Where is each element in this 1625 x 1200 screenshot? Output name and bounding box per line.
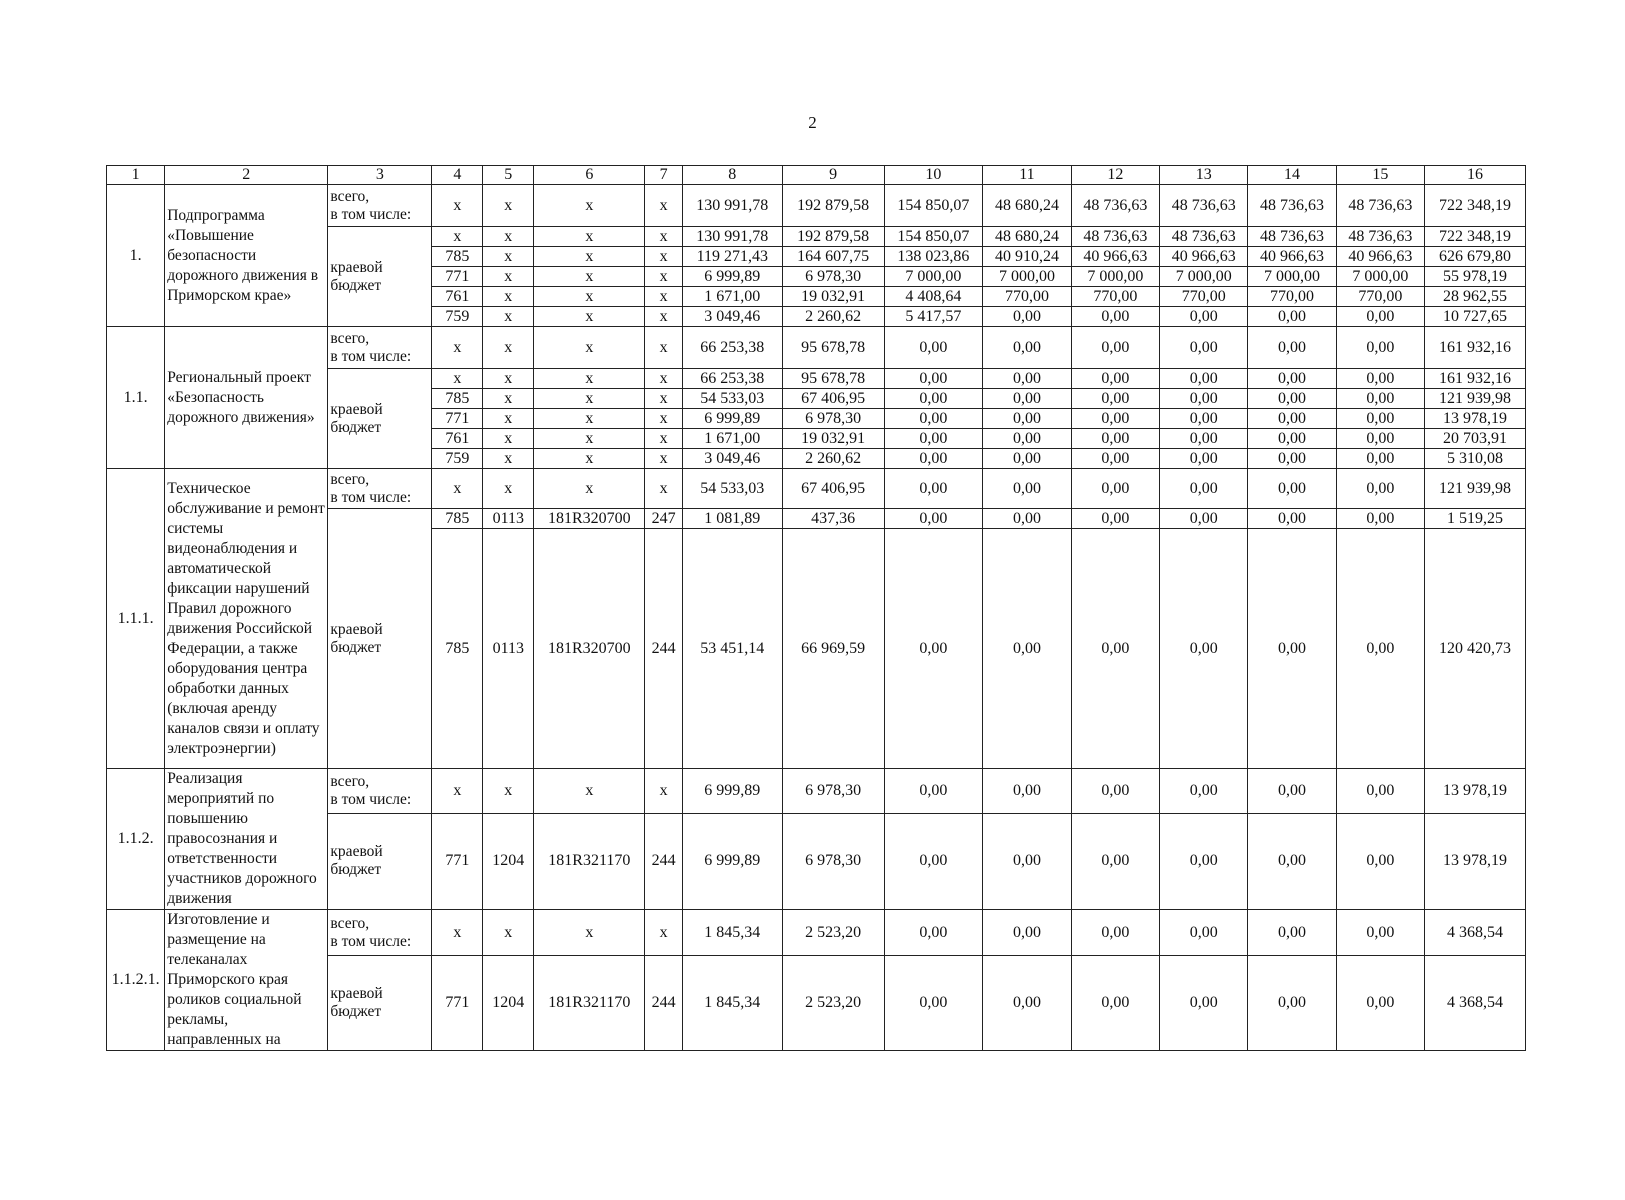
value-cell: 0,00 <box>884 369 983 389</box>
value-cell: x <box>645 327 682 369</box>
value-cell: 244 <box>645 529 682 769</box>
value-cell: 0,00 <box>983 449 1071 469</box>
value-cell: x <box>483 910 534 956</box>
value-cell: x <box>645 307 682 327</box>
header-cell: 9 <box>782 166 884 185</box>
value-cell: 54 533,03 <box>682 469 782 509</box>
value-cell: x <box>534 769 645 814</box>
value-cell: 130 991,78 <box>682 227 782 247</box>
value-cell: 0,00 <box>1248 449 1336 469</box>
value-cell: 0,00 <box>1160 409 1248 429</box>
value-cell: x <box>534 247 645 267</box>
header-cell: 12 <box>1071 166 1159 185</box>
value-cell: 1204 <box>483 813 534 909</box>
value-cell: 48 736,63 <box>1336 185 1424 227</box>
value-cell: x <box>534 409 645 429</box>
value-cell: x <box>432 227 483 247</box>
value-cell: 154 850,07 <box>884 185 983 227</box>
value-cell: 2 523,20 <box>782 956 884 1051</box>
budget-table <box>106 165 1526 1051</box>
value-cell: 20 703,91 <box>1425 429 1526 449</box>
value-cell: 7 000,00 <box>1160 267 1248 287</box>
value-cell: 130 991,78 <box>682 185 782 227</box>
value-cell: 0,00 <box>1071 813 1159 909</box>
value-cell: x <box>483 327 534 369</box>
value-cell: x <box>645 449 682 469</box>
value-cell: 40 966,63 <box>1336 247 1424 267</box>
value-cell: x <box>483 247 534 267</box>
source-budget-label: краевой бюджет <box>328 813 432 909</box>
value-cell: 0,00 <box>1071 956 1159 1051</box>
value-cell: 3 049,46 <box>682 449 782 469</box>
value-cell: 1 519,25 <box>1425 509 1526 529</box>
value-cell: 0,00 <box>884 956 983 1051</box>
value-cell: 0,00 <box>1248 509 1336 529</box>
header-cell: 13 <box>1160 166 1248 185</box>
table-row <box>107 469 1526 509</box>
value-cell: 54 533,03 <box>682 389 782 409</box>
header-cell: 7 <box>645 166 682 185</box>
value-cell: x <box>645 910 682 956</box>
value-cell: x <box>534 449 645 469</box>
value-cell: 67 406,95 <box>782 389 884 409</box>
value-cell: x <box>534 469 645 509</box>
value-cell: 0,00 <box>1248 389 1336 409</box>
value-cell: 6 999,89 <box>682 409 782 429</box>
value-cell: 0,00 <box>1071 529 1159 769</box>
value-cell: x <box>432 469 483 509</box>
value-cell: 7 000,00 <box>983 267 1071 287</box>
value-cell: 6 999,89 <box>682 267 782 287</box>
value-cell: 0,00 <box>1160 529 1248 769</box>
value-cell: 0,00 <box>884 327 983 369</box>
value-cell: 7 000,00 <box>884 267 983 287</box>
value-cell: x <box>483 769 534 814</box>
row-name: Изготовление и размещение на телеканалах Приморского края роликов социальной рекламы, направленных на <box>165 910 328 1051</box>
value-cell: 0,00 <box>1071 327 1159 369</box>
value-cell: 0,00 <box>1071 509 1159 529</box>
value-cell: 48 680,24 <box>983 227 1071 247</box>
value-cell: x <box>432 327 483 369</box>
value-cell: 0,00 <box>1160 469 1248 509</box>
source-total-label: всего, в том числе: <box>328 469 432 509</box>
value-cell: 0,00 <box>1336 389 1424 409</box>
value-cell: 244 <box>645 813 682 909</box>
value-cell: 770,00 <box>1160 287 1248 307</box>
value-cell: 0,00 <box>884 429 983 449</box>
header-cell: 1 <box>107 166 165 185</box>
value-cell: 0,00 <box>884 389 983 409</box>
value-cell: 53 451,14 <box>682 529 782 769</box>
value-cell: 2 260,62 <box>782 307 884 327</box>
value-cell: 0,00 <box>1071 910 1159 956</box>
header-cell: 8 <box>682 166 782 185</box>
value-cell: x <box>483 429 534 449</box>
value-cell: 120 420,73 <box>1425 529 1526 769</box>
value-cell: 0,00 <box>983 307 1071 327</box>
value-cell: 770,00 <box>1336 287 1424 307</box>
value-cell: 437,36 <box>782 509 884 529</box>
value-cell: 164 607,75 <box>782 247 884 267</box>
header-cell: 5 <box>483 166 534 185</box>
value-cell: 0,00 <box>884 813 983 909</box>
value-cell: 0,00 <box>1336 369 1424 389</box>
value-cell: x <box>645 769 682 814</box>
value-cell: 40 966,63 <box>1160 247 1248 267</box>
value-cell: 0,00 <box>1248 529 1336 769</box>
value-cell: 154 850,07 <box>884 227 983 247</box>
value-cell: x <box>645 267 682 287</box>
value-cell: 0,00 <box>1071 369 1159 389</box>
value-cell: 0,00 <box>1071 769 1159 814</box>
value-cell: x <box>483 469 534 509</box>
value-cell: x <box>645 389 682 409</box>
value-cell: 192 879,58 <box>782 185 884 227</box>
value-cell: 0,00 <box>1160 509 1248 529</box>
row-name: Реализация мероприятий по повышению правосознания и ответственности участников дорожного движения <box>165 769 328 910</box>
header-cell: 16 <box>1425 166 1526 185</box>
value-cell: x <box>483 369 534 389</box>
value-cell: 0,00 <box>1336 409 1424 429</box>
value-cell: 0,00 <box>1160 910 1248 956</box>
value-cell: 6 978,30 <box>782 813 884 909</box>
value-cell: x <box>483 307 534 327</box>
table-row <box>107 769 1526 814</box>
value-cell: 759 <box>432 449 483 469</box>
source-budget-label: краевой бюджет <box>328 369 432 469</box>
value-cell: x <box>534 910 645 956</box>
value-cell: x <box>432 769 483 814</box>
value-cell: 0,00 <box>1160 769 1248 814</box>
value-cell: 761 <box>432 287 483 307</box>
value-cell: 0,00 <box>884 469 983 509</box>
row-name: Подпрограмма «Повышение безопасности дорожного движения в Приморском крае» <box>165 185 328 327</box>
value-cell: x <box>534 287 645 307</box>
value-cell: 722 348,19 <box>1425 185 1526 227</box>
value-cell: 0,00 <box>1071 449 1159 469</box>
value-cell: x <box>645 409 682 429</box>
header-cell: 11 <box>983 166 1071 185</box>
value-cell: 0,00 <box>1160 449 1248 469</box>
value-cell: 0,00 <box>1248 469 1336 509</box>
row-number: 1. <box>107 185 165 327</box>
value-cell: 2 523,20 <box>782 910 884 956</box>
value-cell: 761 <box>432 429 483 449</box>
value-cell: 0,00 <box>884 449 983 469</box>
value-cell: 6 978,30 <box>782 267 884 287</box>
value-cell: 0,00 <box>1336 307 1424 327</box>
source-total-label: всего, в том числе: <box>328 769 432 814</box>
source-total-label: всего, в том числе: <box>328 185 432 227</box>
value-cell: 0,00 <box>983 429 1071 449</box>
value-cell: 13 978,19 <box>1425 409 1526 429</box>
value-cell: 0,00 <box>983 910 1071 956</box>
value-cell: 0,00 <box>983 509 1071 529</box>
row-number: 1.1.2.1. <box>107 910 165 1051</box>
value-cell: 67 406,95 <box>782 469 884 509</box>
value-cell: 1 671,00 <box>682 429 782 449</box>
value-cell: 7 000,00 <box>1071 267 1159 287</box>
value-cell: 66 253,38 <box>682 327 782 369</box>
value-cell: 1 845,34 <box>682 910 782 956</box>
value-cell: 13 978,19 <box>1425 813 1526 909</box>
row-number: 1.1.1. <box>107 469 165 769</box>
row-name: Региональный проект «Безопасность дорожного движения» <box>165 327 328 469</box>
value-cell: 7 000,00 <box>1248 267 1336 287</box>
value-cell: 95 678,78 <box>782 327 884 369</box>
value-cell: 0,00 <box>1160 307 1248 327</box>
value-cell: 0,00 <box>1160 813 1248 909</box>
value-cell: 1 845,34 <box>682 956 782 1051</box>
value-cell: 6 978,30 <box>782 769 884 814</box>
value-cell: 121 939,98 <box>1425 469 1526 509</box>
value-cell: 0,00 <box>1336 769 1424 814</box>
value-cell: 1204 <box>483 956 534 1051</box>
value-cell: 48 736,63 <box>1160 185 1248 227</box>
value-cell: 48 736,63 <box>1248 185 1336 227</box>
value-cell: 0,00 <box>1336 529 1424 769</box>
value-cell: 0,00 <box>1248 769 1336 814</box>
value-cell: 0,00 <box>1248 813 1336 909</box>
value-cell: 0113 <box>483 529 534 769</box>
value-cell: 138 023,86 <box>884 247 983 267</box>
value-cell: 0,00 <box>884 910 983 956</box>
value-cell: 771 <box>432 267 483 287</box>
value-cell: x <box>432 910 483 956</box>
value-cell: 247 <box>645 509 682 529</box>
value-cell: 759 <box>432 307 483 327</box>
value-cell: 770,00 <box>983 287 1071 307</box>
value-cell: 0,00 <box>1248 369 1336 389</box>
value-cell: 0,00 <box>1071 469 1159 509</box>
source-budget-label: краевой бюджет <box>328 956 432 1051</box>
value-cell: 785 <box>432 529 483 769</box>
value-cell: x <box>432 185 483 227</box>
value-cell: x <box>645 287 682 307</box>
row-name: Техническое обслуживание и ремонт системы видеонаблюдения и автоматической фиксации нарушений Правил дорожного движения Российской Федерации, а также оборудования центра обработки данных (включая аренду каналов связи и оплату электроэнергии) <box>165 469 328 769</box>
value-cell: 0,00 <box>983 369 1071 389</box>
value-cell: 40 966,63 <box>1248 247 1336 267</box>
value-cell: 6 999,89 <box>682 769 782 814</box>
value-cell: x <box>645 247 682 267</box>
value-cell: 161 932,16 <box>1425 327 1526 369</box>
value-cell: 48 736,63 <box>1071 185 1159 227</box>
value-cell: 181R320700 <box>534 509 645 529</box>
value-cell: 0,00 <box>983 529 1071 769</box>
value-cell: x <box>645 185 682 227</box>
value-cell: 7 000,00 <box>1336 267 1424 287</box>
value-cell: 0,00 <box>1160 429 1248 449</box>
value-cell: 0,00 <box>1248 910 1336 956</box>
value-cell: 770,00 <box>1071 287 1159 307</box>
value-cell: 4 368,54 <box>1425 910 1526 956</box>
value-cell: x <box>483 409 534 429</box>
value-cell: 48 736,63 <box>1071 227 1159 247</box>
value-cell: 0,00 <box>983 813 1071 909</box>
value-cell: x <box>483 449 534 469</box>
value-cell: x <box>534 267 645 287</box>
value-cell: 785 <box>432 247 483 267</box>
value-cell: x <box>534 389 645 409</box>
value-cell: 0,00 <box>983 769 1071 814</box>
value-cell: 192 879,58 <box>782 227 884 247</box>
header-cell: 6 <box>534 166 645 185</box>
value-cell: x <box>432 369 483 389</box>
value-cell: 48 736,63 <box>1160 227 1248 247</box>
value-cell: 770,00 <box>1248 287 1336 307</box>
value-cell: 0,00 <box>1248 429 1336 449</box>
value-cell: 0,00 <box>1336 956 1424 1051</box>
header-cell: 14 <box>1248 166 1336 185</box>
source-total-label: всего, в том числе: <box>328 910 432 956</box>
value-cell: 0,00 <box>884 769 983 814</box>
value-cell: 722 348,19 <box>1425 227 1526 247</box>
value-cell: 66 253,38 <box>682 369 782 389</box>
value-cell: 181R321170 <box>534 813 645 909</box>
value-cell: 0,00 <box>1248 307 1336 327</box>
value-cell: 6 999,89 <box>682 813 782 909</box>
value-cell: 4 368,54 <box>1425 956 1526 1051</box>
table-row <box>107 910 1526 956</box>
value-cell: 0,00 <box>1160 369 1248 389</box>
value-cell: x <box>645 227 682 247</box>
value-cell: 0,00 <box>1248 409 1336 429</box>
value-cell: 626 679,80 <box>1425 247 1526 267</box>
value-cell: 13 978,19 <box>1425 769 1526 814</box>
header-row <box>107 166 1526 185</box>
value-cell: 0,00 <box>1071 429 1159 449</box>
value-cell: 0,00 <box>1336 327 1424 369</box>
value-cell: 0,00 <box>1071 409 1159 429</box>
value-cell: x <box>483 267 534 287</box>
value-cell: 19 032,91 <box>782 429 884 449</box>
value-cell: 0,00 <box>983 409 1071 429</box>
table-row <box>107 185 1526 227</box>
header-cell: 2 <box>165 166 328 185</box>
value-cell: 0,00 <box>983 327 1071 369</box>
value-cell: 4 408,64 <box>884 287 983 307</box>
value-cell: 0,00 <box>1336 509 1424 529</box>
value-cell: 0,00 <box>1160 327 1248 369</box>
value-cell: x <box>534 429 645 449</box>
value-cell: x <box>534 185 645 227</box>
value-cell: 771 <box>432 409 483 429</box>
value-cell: x <box>534 369 645 389</box>
value-cell: 0,00 <box>884 529 983 769</box>
source-budget-label: краевой бюджет <box>328 227 432 327</box>
value-cell: 0,00 <box>983 956 1071 1051</box>
value-cell: 161 932,16 <box>1425 369 1526 389</box>
value-cell: 0,00 <box>1160 389 1248 409</box>
value-cell: 10 727,65 <box>1425 307 1526 327</box>
value-cell: 5 310,08 <box>1425 449 1526 469</box>
header-cell: 3 <box>328 166 432 185</box>
header-cell: 15 <box>1336 166 1424 185</box>
value-cell: x <box>483 185 534 227</box>
value-cell: 6 978,30 <box>782 409 884 429</box>
value-cell: 0,00 <box>983 469 1071 509</box>
source-budget-label: краевой бюджет <box>328 509 432 769</box>
value-cell: 771 <box>432 956 483 1051</box>
value-cell: 19 032,91 <box>782 287 884 307</box>
source-total-label: всего, в том числе: <box>328 327 432 369</box>
value-cell: 0,00 <box>1248 327 1336 369</box>
row-number: 1.1.2. <box>107 769 165 910</box>
value-cell: 119 271,43 <box>682 247 782 267</box>
value-cell: x <box>645 369 682 389</box>
value-cell: 0,00 <box>1336 910 1424 956</box>
value-cell: 40 966,63 <box>1071 247 1159 267</box>
value-cell: 3 049,46 <box>682 307 782 327</box>
value-cell: 55 978,19 <box>1425 267 1526 287</box>
value-cell: 40 910,24 <box>983 247 1071 267</box>
value-cell: 1 081,89 <box>682 509 782 529</box>
value-cell: x <box>645 429 682 449</box>
value-cell: x <box>483 287 534 307</box>
value-cell: 5 417,57 <box>884 307 983 327</box>
value-cell: 0,00 <box>983 389 1071 409</box>
value-cell: x <box>534 227 645 247</box>
value-cell: 0,00 <box>1160 956 1248 1051</box>
value-cell: 48 736,63 <box>1248 227 1336 247</box>
value-cell: 0,00 <box>1336 813 1424 909</box>
value-cell: 181R321170 <box>534 956 645 1051</box>
table-row <box>107 327 1526 369</box>
value-cell: 181R320700 <box>534 529 645 769</box>
value-cell: 785 <box>432 389 483 409</box>
value-cell: 0,00 <box>1336 469 1424 509</box>
value-cell: 48 736,63 <box>1336 227 1424 247</box>
value-cell: x <box>483 389 534 409</box>
value-cell: 0,00 <box>1336 429 1424 449</box>
header-cell: 4 <box>432 166 483 185</box>
value-cell: x <box>483 227 534 247</box>
value-cell: 0,00 <box>1248 956 1336 1051</box>
value-cell: 244 <box>645 956 682 1051</box>
value-cell: 0,00 <box>884 509 983 529</box>
value-cell: 0113 <box>483 509 534 529</box>
header-cell: 10 <box>884 166 983 185</box>
value-cell: 95 678,78 <box>782 369 884 389</box>
value-cell: 771 <box>432 813 483 909</box>
row-number: 1.1. <box>107 327 165 469</box>
value-cell: 121 939,98 <box>1425 389 1526 409</box>
value-cell: 785 <box>432 509 483 529</box>
value-cell: 2 260,62 <box>782 449 884 469</box>
value-cell: 0,00 <box>1071 389 1159 409</box>
value-cell: 0,00 <box>1071 307 1159 327</box>
value-cell: x <box>534 327 645 369</box>
value-cell: x <box>645 469 682 509</box>
value-cell: 0,00 <box>884 409 983 429</box>
value-cell: 0,00 <box>1336 449 1424 469</box>
value-cell: 28 962,55 <box>1425 287 1526 307</box>
page-number: 2 <box>808 113 817 132</box>
value-cell: 66 969,59 <box>782 529 884 769</box>
value-cell: 1 671,00 <box>682 287 782 307</box>
value-cell: x <box>534 307 645 327</box>
value-cell: 48 680,24 <box>983 185 1071 227</box>
